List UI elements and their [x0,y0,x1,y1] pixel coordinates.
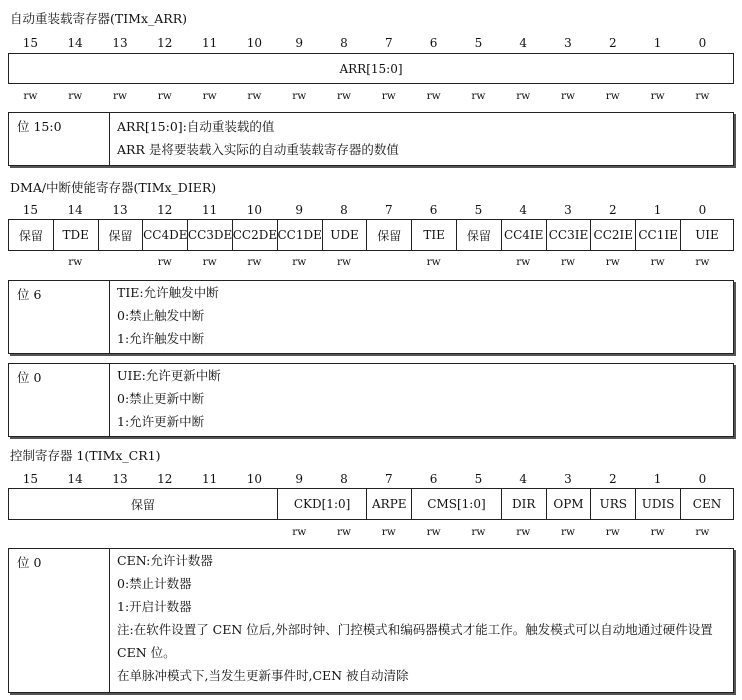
bit-number: 3 [564,36,572,50]
bit-number: 7 [384,472,393,486]
cr1-field-dir: DIR [502,489,547,519]
cr1-field-arpe: ARPE [367,489,412,519]
cr1-field-urs: URS [591,489,636,519]
bit-number: 5 [474,36,483,50]
cr1-field-cen: CEN [692,497,722,511]
bit-number: 8 [340,203,348,217]
bit-number: 12 [157,36,173,50]
bit-number: 5 [474,472,483,486]
description-line: ARR[15:0]:自动重装载的值 [117,119,275,134]
access-rw: rw [247,256,262,268]
divider [109,281,110,353]
access-rw: rw [426,90,441,102]
arr-description-box [8,112,734,166]
description-line: 0:禁止触发中断 [117,308,205,323]
bit-number: 15 [22,472,39,486]
access-rw: rw [68,256,83,268]
bit-number: 2 [608,203,617,217]
access-rw: rw [560,90,575,102]
access-rw: rw [157,90,172,102]
access-rw: rw [605,90,620,102]
description-line: CEN:允许计数器 [117,553,213,568]
bit-number: 6 [429,203,438,217]
description-line: UIE:允许更新中断 [117,368,221,383]
cr1-access-row [8,526,734,538]
access-rw: rw [112,90,127,102]
description-line: 在单脉冲模式下,当发生更新事件时,CEN 被自动清除 [117,668,409,683]
description-line: 1:允许触发中断 [117,331,205,346]
bit-number: 6 [429,36,438,50]
access-rw: rw [336,526,351,538]
bit-number: 6 [429,472,438,486]
dier-field-ude: UDE [323,220,368,250]
bit-number: 8 [340,472,348,486]
arr-field: ARR[15:0] [339,61,403,76]
dier-field-cc1ie: CC1IE [636,220,681,250]
dier-uie-description-box [8,363,734,437]
cr1-bit-numbers [8,472,734,486]
bit-range-label: 位 15:0 [17,119,62,134]
description-line: 0:禁止更新中断 [117,391,205,406]
bit-range-label: 位 0 [17,555,42,570]
arr-register-box [8,53,734,84]
bit-number: 15 [22,203,39,217]
access-rw: rw [605,526,620,538]
cr1-cen-description-box [8,548,734,693]
bit-number: 1 [653,36,662,50]
access-rw: rw [157,256,172,268]
bit-number: 1 [653,203,662,217]
access-rw: rw [471,526,486,538]
arr-bit-numbers [8,36,734,50]
access-rw: rw [336,256,351,268]
dier-field-cc2ie: CC2IE [591,220,636,250]
dier-field-tie: TIE [412,220,457,250]
cr1-field-udis: UDIS [636,489,681,519]
access-rw: rw [336,90,351,102]
bit-number: 1 [653,472,662,486]
dier-field-reserved: 保留 [99,220,144,250]
access-rw: rw [560,526,575,538]
bit-number: 12 [157,472,173,486]
bit-range-label: 位 6 [17,287,42,302]
divider [109,549,110,692]
dier-field-cc4de: CC4DE [143,220,188,250]
bit-number: 7 [384,203,393,217]
dier-tie-description-box [8,280,734,354]
access-rw: rw [426,256,441,268]
bit-number: 11 [201,203,218,217]
access-rw: rw [516,90,531,102]
bit-number: 10 [246,36,263,50]
divider [109,364,110,436]
bit-number: 5 [474,203,483,217]
dier-register-title: DMA/中断使能寄存器(TIMx_DIER) [10,180,217,195]
access-rw: rw [695,90,710,102]
dier-field-cc4ie: CC4IE [502,220,547,250]
dier-field-reserved: 保留 [457,220,502,250]
bit-number: 13 [112,36,128,50]
access-rw: rw [516,256,531,268]
access-rw: rw [381,526,396,538]
access-rw: rw [650,256,665,268]
bit-number: 9 [295,36,304,50]
access-rw: rw [292,90,307,102]
bit-number: 4 [519,472,528,486]
access-rw: rw [202,256,217,268]
bit-number: 2 [608,36,617,50]
dier-field-reserved: 保留 [9,220,54,250]
bit-number: 9 [295,472,304,486]
description-line: 1:允许更新中断 [117,414,205,429]
bit-number: 0 [698,472,707,486]
access-rw: rw [292,256,307,268]
bit-number: 14 [67,203,83,217]
description-line: TIE:允许触发中断 [117,285,219,300]
cr1-register-title: 控制寄存器 1(TIMx_CR1) [10,448,161,463]
access-rw: rw [247,90,262,102]
bit-number: 8 [340,36,348,50]
dier-field-cc3ie: CC3IE [547,220,592,250]
bit-number: 2 [608,472,617,486]
bit-number: 15 [22,36,39,50]
bit-number: 3 [564,203,572,217]
bit-number: 10 [246,472,263,486]
bit-number: 7 [384,36,393,50]
access-rw: rw [695,526,710,538]
bit-number: 4 [519,36,528,50]
dier-field-cc2de: CC2DE [233,220,278,250]
bit-number: 4 [519,203,528,217]
arr-register-title: 自动重装载寄存器(TIMx_ARR) [10,11,187,26]
bit-number: 11 [201,36,218,50]
bit-number: 10 [246,203,263,217]
bit-number: 9 [295,203,304,217]
access-rw: rw [471,90,486,102]
cr1-field-ckd: CKD[1:0] [278,489,368,519]
cr1-field-opm: OPM [547,489,592,519]
access-rw: rw [426,526,441,538]
access-rw: rw [650,90,665,102]
divider [109,113,110,165]
bit-number: 0 [698,203,707,217]
access-rw: rw [560,256,575,268]
access-rw: rw [202,90,217,102]
dier-field-uie: UIE [695,228,719,242]
access-rw: rw [650,526,665,538]
bit-number: 13 [112,203,128,217]
dier-bit-numbers [8,203,734,217]
description-line: 0:禁止计数器 [117,576,192,591]
description-note: 注:在软件设置了 CEN 位后,外部时钟、门控模式和编码器模式才能工作。触发模式可以自动地通过硬件设置 CEN 位。 [117,622,713,660]
bit-number: 14 [67,36,83,50]
dier-field-cc3de: CC3DE [188,220,233,250]
bit-number: 13 [112,472,128,486]
access-rw: rw [23,90,38,102]
access-rw: rw [68,90,83,102]
dier-field-cc1de: CC1DE [278,220,323,250]
arr-access-row [8,90,734,102]
bit-number: 14 [67,472,83,486]
access-rw: rw [516,526,531,538]
dier-field-reserved: 保留 [367,220,412,250]
bit-number: 0 [698,36,707,50]
bit-number: 3 [564,472,572,486]
description-line: 1:开启计数器 [117,599,192,614]
dier-access-row [8,256,734,268]
bit-number: 12 [157,203,173,217]
cr1-field-cms: CMS[1:0] [412,489,502,519]
dier-register-box [8,219,734,251]
bit-range-label: 位 0 [17,370,42,385]
cr1-field-reserved: 保留 [9,489,278,519]
cr1-register-box [8,488,734,520]
bit-number: 11 [201,472,218,486]
access-rw: rw [292,526,307,538]
dier-field-tde: TDE [54,220,99,250]
description-line: ARR 是将要装载入实际的自动重装载寄存器的数值 [117,142,399,157]
access-rw: rw [695,256,710,268]
access-rw: rw [605,256,620,268]
access-rw: rw [381,90,396,102]
